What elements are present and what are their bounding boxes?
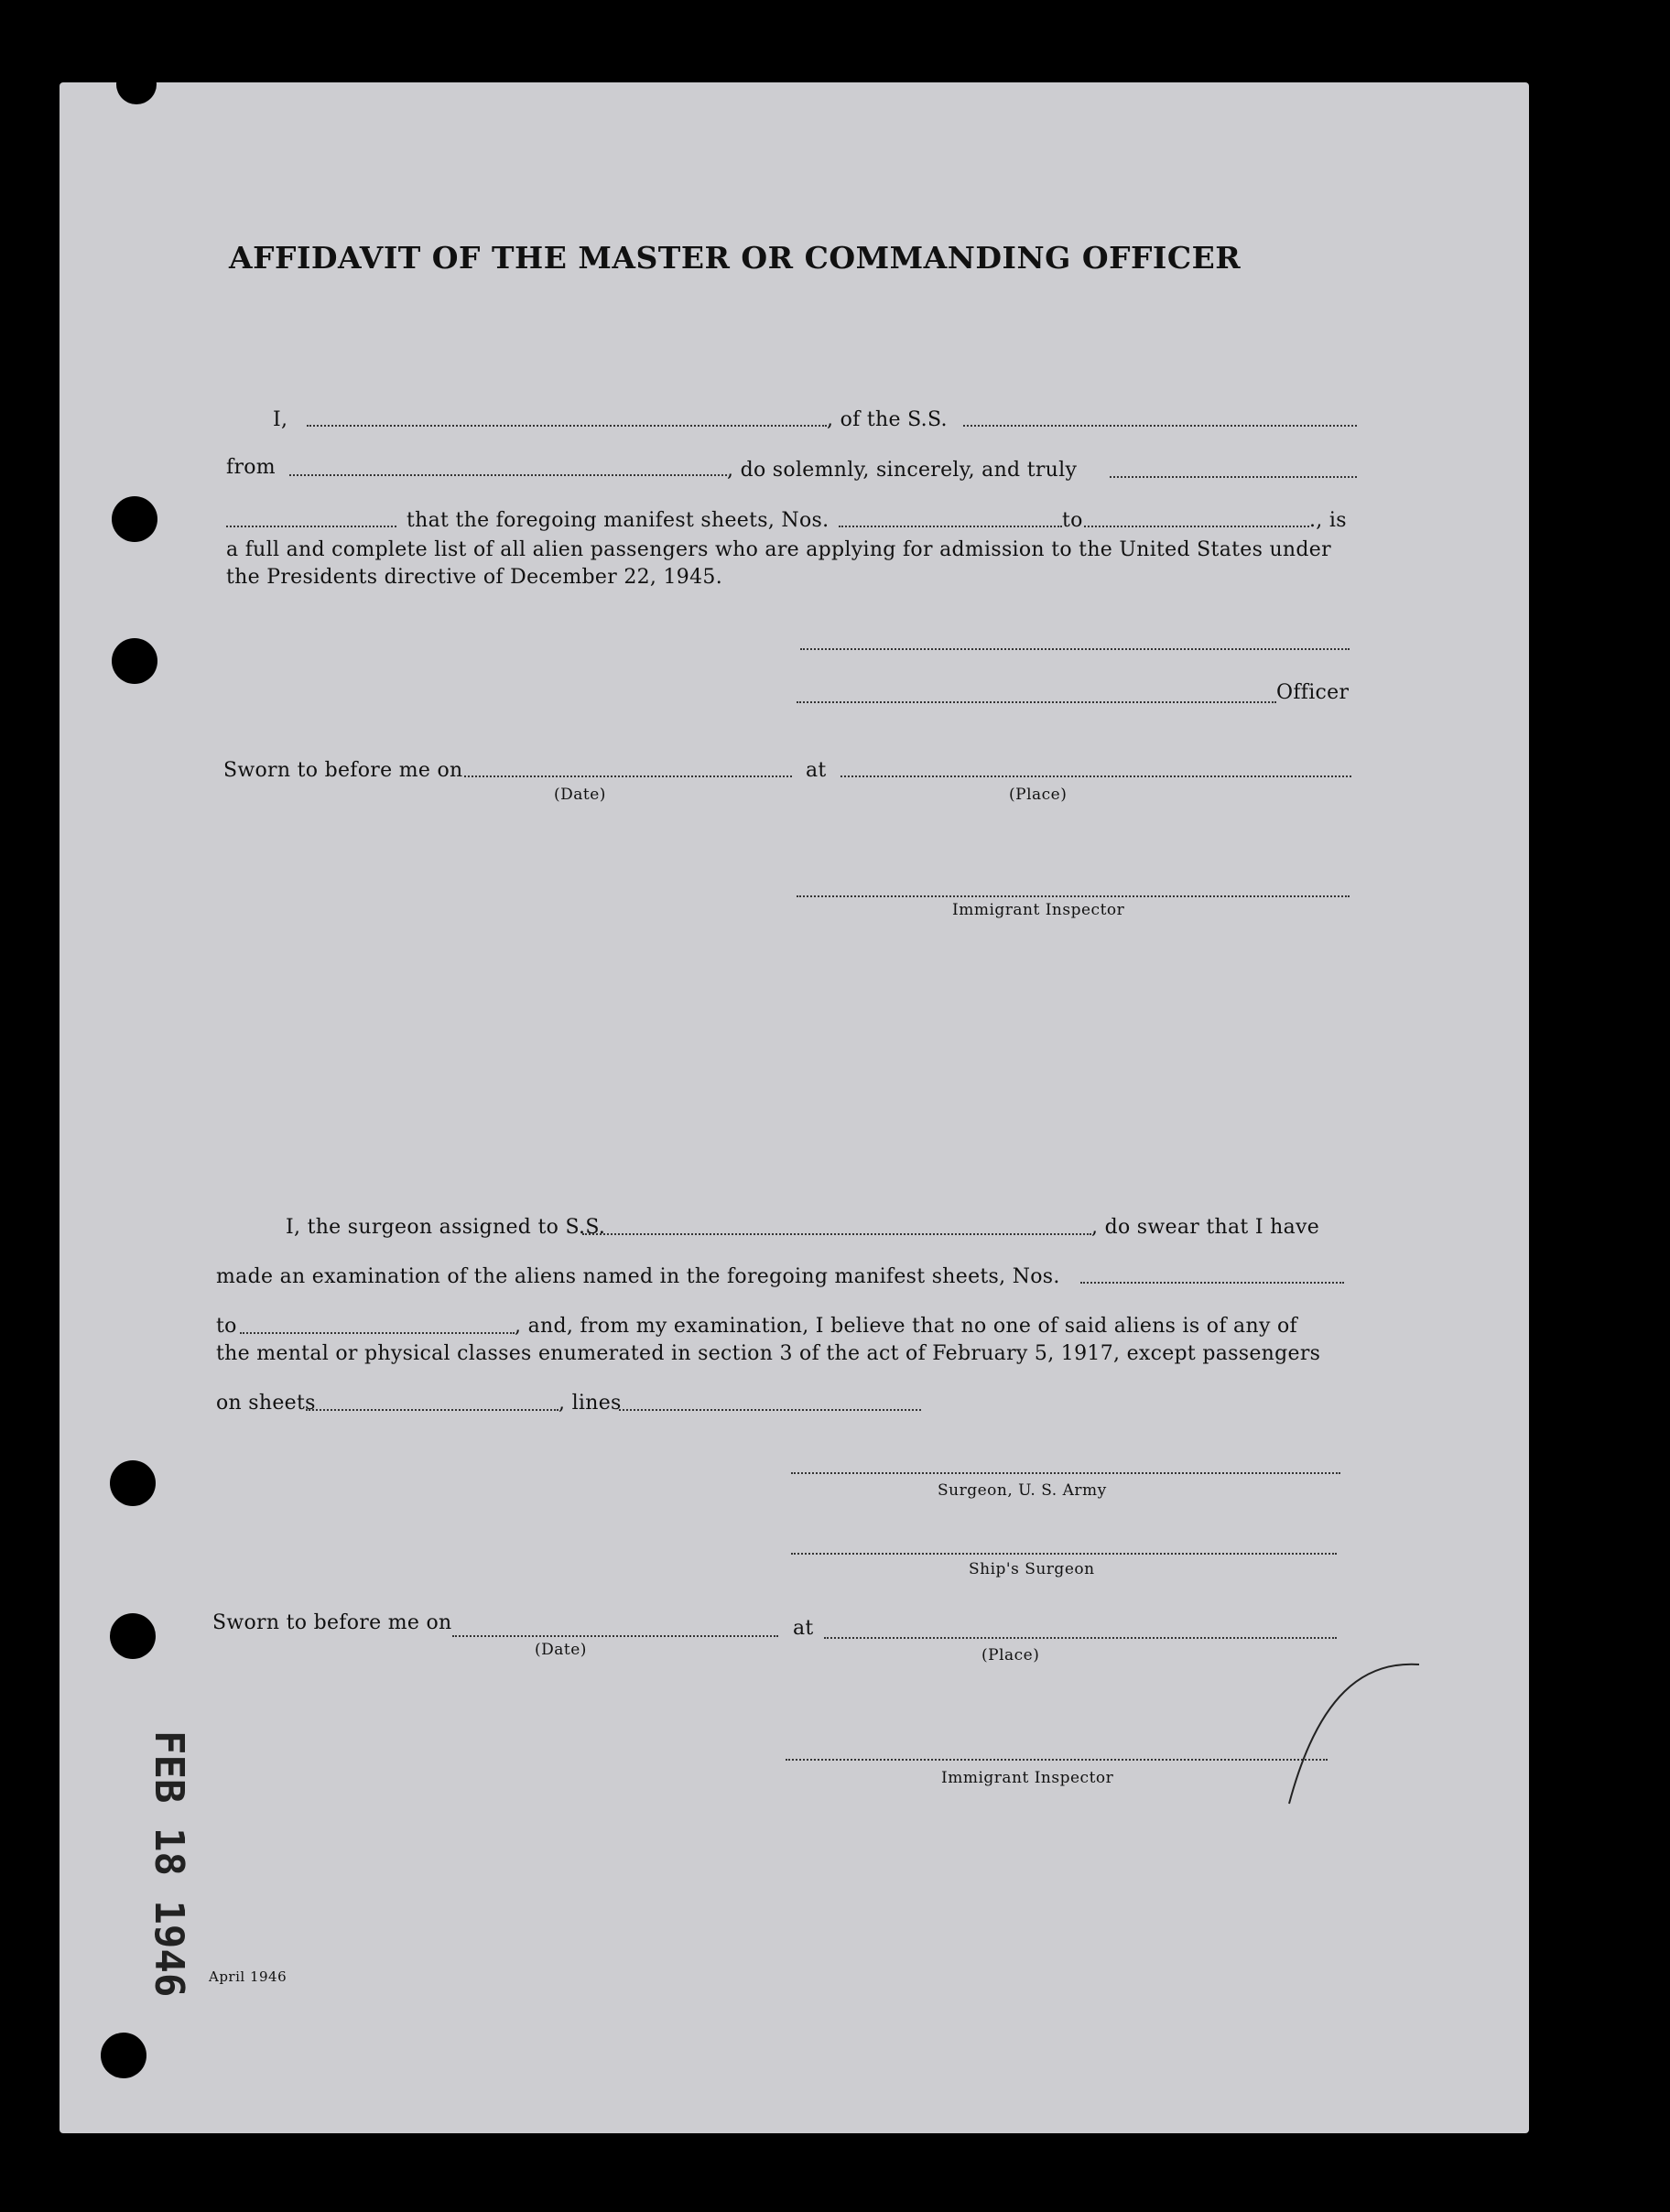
master-name-field[interactable] — [307, 425, 827, 427]
punch-hole — [112, 496, 157, 542]
surgeon-army-caption: Surgeon, U. S. Army — [938, 1481, 1107, 1500]
surgeon-line1b: , do swear that I have — [1091, 1216, 1320, 1239]
master-to: to — [1062, 509, 1083, 532]
surgeon-sheets-field[interactable] — [306, 1409, 558, 1411]
surgeon-place-caption: (Place) — [981, 1646, 1040, 1664]
surgeon-date-caption: (Date) — [535, 1641, 587, 1659]
officer-signature-line-2[interactable] — [797, 701, 1276, 703]
punch-hole — [110, 1613, 156, 1659]
master-truly-field[interactable] — [1110, 476, 1357, 478]
punch-hole — [101, 2033, 146, 2078]
surgeon-to-field[interactable] — [240, 1332, 515, 1334]
master-to-field[interactable] — [1084, 526, 1309, 527]
punch-hole — [110, 1460, 156, 1506]
officer-signature-line-1[interactable] — [800, 648, 1350, 650]
ship-surgeon-caption: Ship's Surgeon — [969, 1560, 1095, 1578]
surgeon-ship-field[interactable] — [582, 1233, 1091, 1235]
surgeon-inspector-line[interactable] — [786, 1759, 1328, 1761]
master-inspector-line[interactable] — [797, 895, 1350, 897]
master-manifest: that the foregoing manifest sheets, Nos. — [407, 509, 830, 532]
master-from-field[interactable] — [289, 474, 727, 476]
form-date-footer: April 1946 — [209, 1968, 287, 1985]
surgeon-sworn-place-field[interactable] — [824, 1637, 1337, 1639]
punch-hole — [116, 64, 157, 104]
surgeon-army-line[interactable] — [791, 1472, 1340, 1474]
surgeon-line3b: , and, from my examination, I believe that no one of said aliens is of any of — [515, 1315, 1297, 1338]
surgeon-sworn: Sworn to before me on — [212, 1611, 452, 1634]
master-nos-field[interactable] — [839, 526, 1062, 527]
surgeon-inspector-caption: Immigrant Inspector — [941, 1769, 1114, 1787]
master-ship-field[interactable] — [963, 425, 1357, 427]
surgeon-on-sheets: on sheets — [216, 1392, 316, 1415]
officer-label: Officer — [1276, 681, 1350, 704]
master-text-line4: a full and complete list of all alien passengers who are applying for admission to the United States under — [226, 538, 1331, 561]
ship-surgeon-line[interactable] — [791, 1553, 1337, 1555]
surgeon-line1a: I, the surgeon assigned to S.S. — [286, 1216, 606, 1239]
master-place-caption: (Place) — [1009, 786, 1068, 804]
surgeon-lines: , lines — [558, 1392, 622, 1415]
page-title: AFFIDAVIT OF THE MASTER OR COMMANDING OFFICER — [229, 240, 1242, 276]
master-sworn-place-field[interactable] — [840, 775, 1351, 777]
master-oath-field[interactable] — [226, 526, 396, 527]
surgeon-to: to — [216, 1315, 237, 1338]
master-sworn-date-field[interactable] — [464, 775, 792, 777]
master-inspector-caption: Immigrant Inspector — [952, 901, 1125, 919]
received-date-stamp: FEB 18 1946 — [146, 1730, 192, 1998]
master-i: I, — [273, 408, 288, 431]
signature-stroke — [1263, 1657, 1428, 1813]
master-from: from — [226, 456, 276, 479]
master-at: at — [806, 759, 827, 782]
master-swear: , do solemnly, sincerely, and truly — [727, 459, 1078, 482]
surgeon-at: at — [793, 1617, 814, 1640]
surgeon-sworn-date-field[interactable] — [452, 1635, 778, 1637]
surgeon-line2: made an examination of the aliens named in the foregoing manifest sheets, Nos. — [216, 1265, 1060, 1288]
form-page — [60, 82, 1529, 2133]
master-date-caption: (Date) — [554, 786, 606, 804]
master-is: ., is — [1309, 509, 1347, 532]
master-text-line5: the Presidents directive of December 22, 1945. — [226, 566, 722, 589]
master-sworn: Sworn to before me on — [223, 759, 463, 782]
master-of-ss: , of the S.S. — [827, 408, 948, 431]
punch-hole — [112, 638, 157, 684]
surgeon-line4: the mental or physical classes enumerated in section 3 of the act of February 5, 1917, except passengers — [216, 1342, 1321, 1365]
surgeon-lines-field[interactable] — [619, 1409, 921, 1411]
surgeon-nos-field[interactable] — [1080, 1282, 1344, 1284]
